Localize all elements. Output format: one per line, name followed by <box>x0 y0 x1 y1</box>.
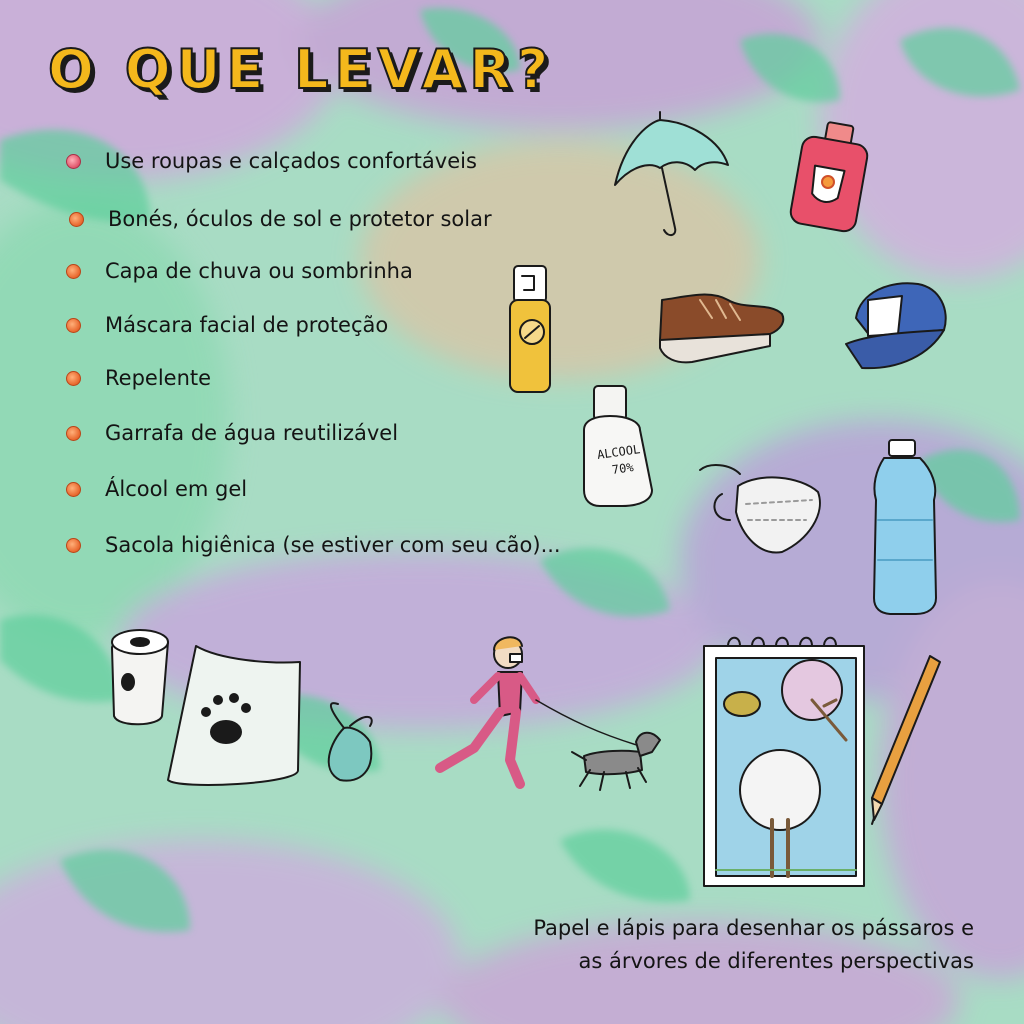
water-bottle-icon <box>874 440 936 614</box>
list-item-text: Garrafa de água reutilizável <box>105 421 399 445</box>
dog-bag-icon <box>168 646 300 785</box>
face-mask-icon <box>700 465 820 552</box>
note-line-1: Papel e lápis para desenhar os pássaros e <box>533 916 974 940</box>
pencil-icon <box>872 656 940 824</box>
list-item-text: Sacola higiênica (se estiver com seu cão)... <box>105 533 561 557</box>
alcohol-percent: 70% <box>611 460 635 477</box>
sneaker-icon <box>660 295 783 363</box>
list-item-text: Repelente <box>105 366 212 390</box>
list-item-text: Bonés, óculos de sol e protetor solar <box>108 207 492 231</box>
list-item-text: Capa de chuva ou sombrinha <box>105 259 413 283</box>
list-item-text: Máscara facial de proteção <box>105 313 389 337</box>
page-title: O QUE LEVAR? <box>48 38 555 101</box>
dog-icon <box>572 733 660 790</box>
drawing-note <box>533 912 974 978</box>
sunscreen-icon <box>789 122 869 233</box>
tied-bag-icon <box>329 703 372 781</box>
list-item-text: Álcool em gel <box>105 477 248 501</box>
repellent-icon <box>510 266 550 392</box>
cap-icon <box>846 283 946 368</box>
alcohol-gel-icon <box>584 386 652 506</box>
sketchbook-icon <box>704 638 864 886</box>
alcohol-label: ALCOOL <box>596 442 642 462</box>
list-item-text: Use roupas e calçados confortáveis <box>105 149 477 173</box>
note-line-2: as árvores de diferentes perspectivas <box>578 949 974 973</box>
umbrella-icon <box>615 112 728 235</box>
bag-roll-icon <box>112 630 168 724</box>
